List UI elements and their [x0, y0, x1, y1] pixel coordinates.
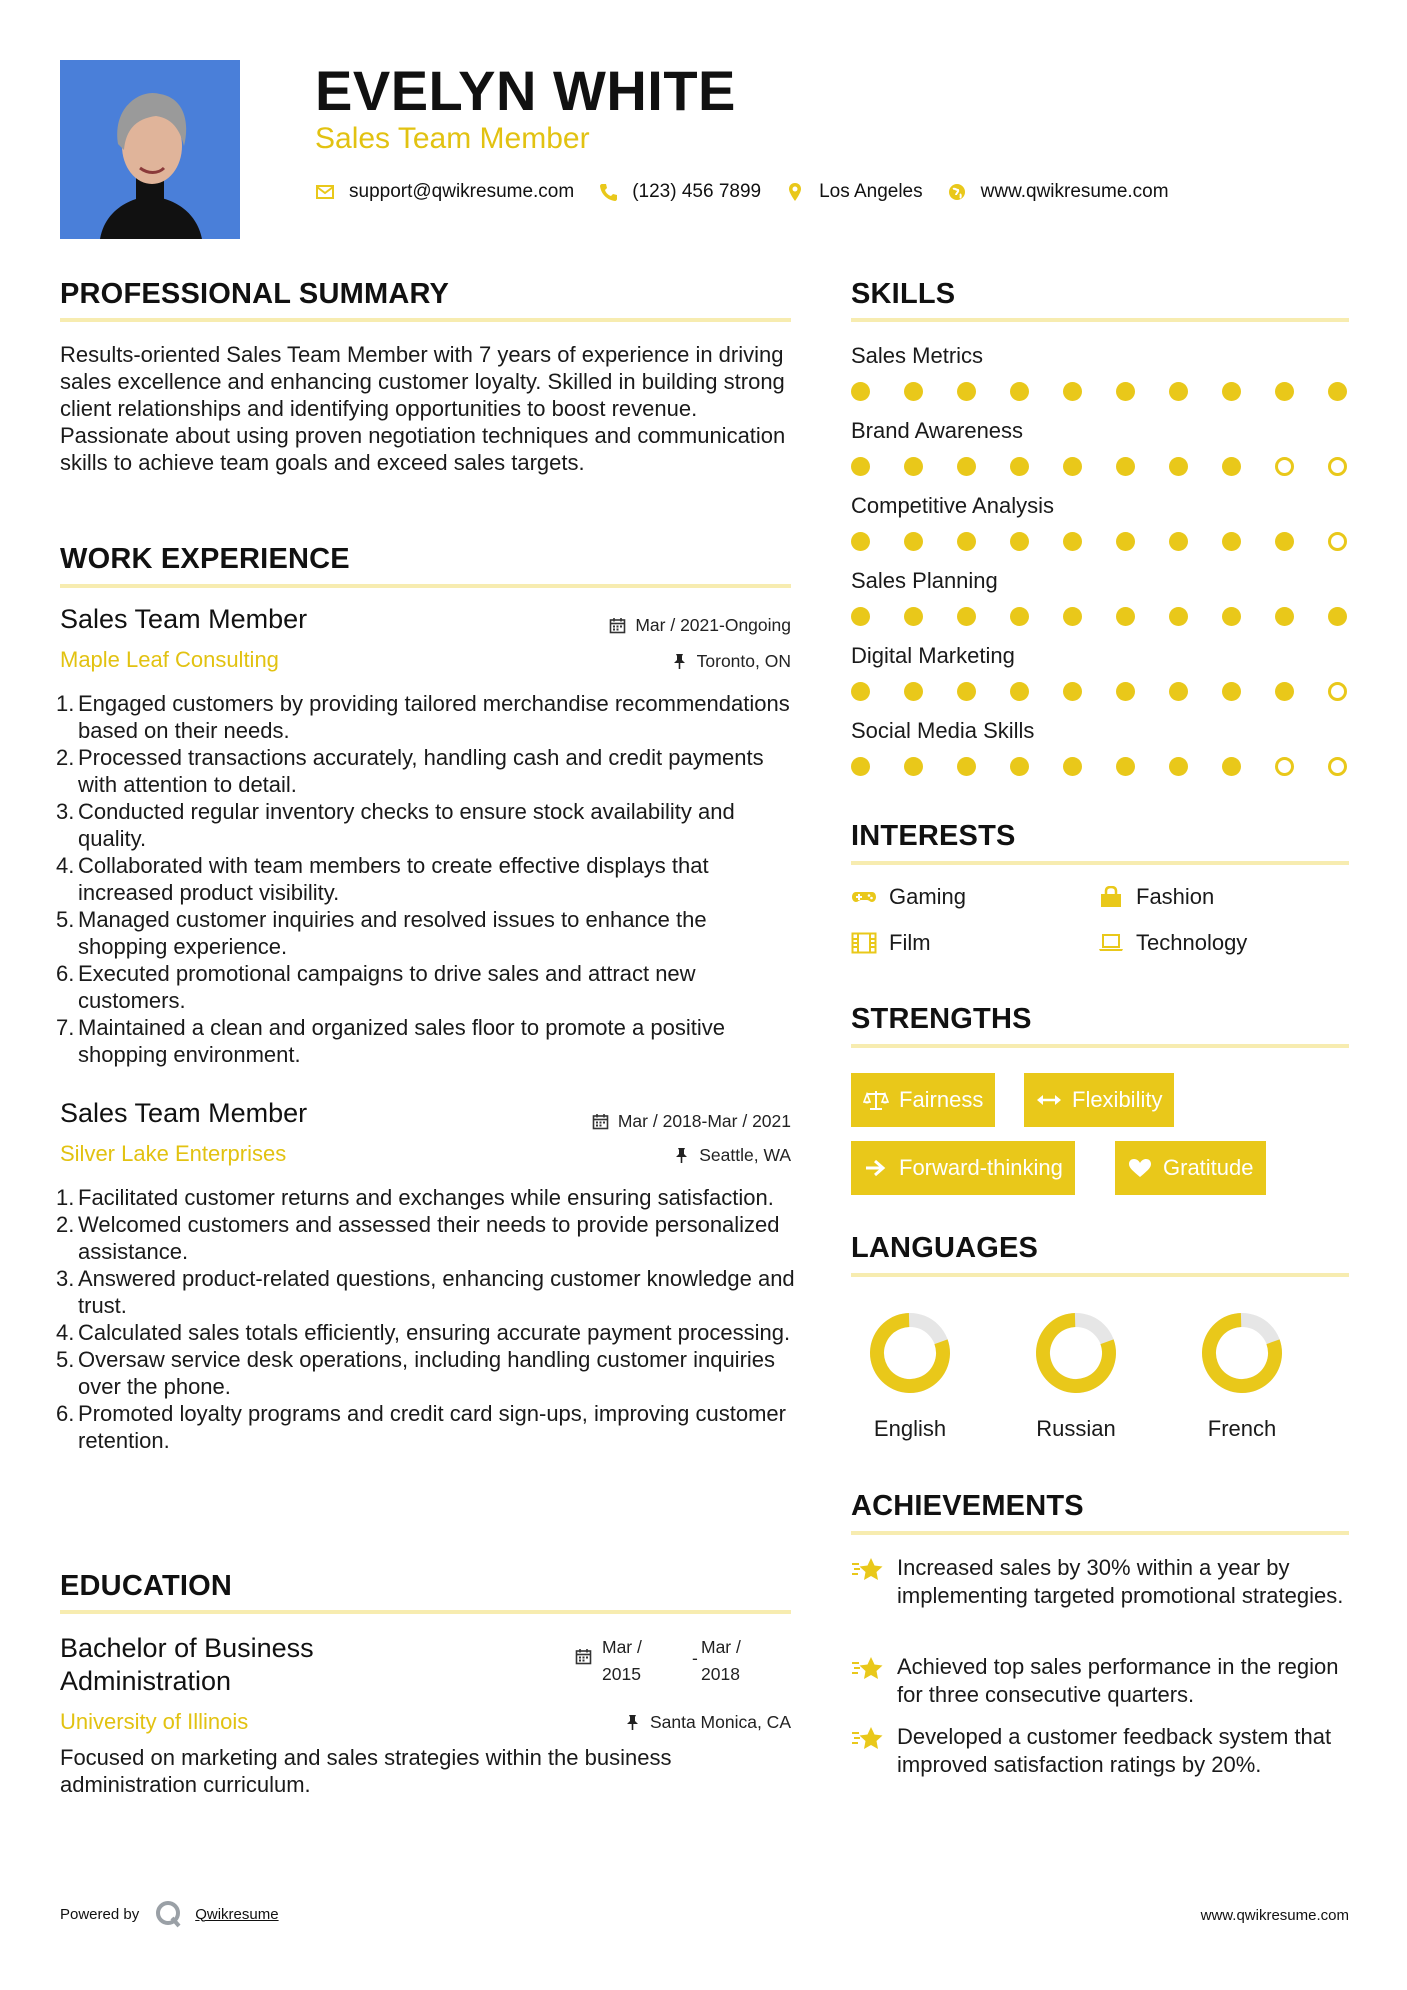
- list-item: 7. Maintained a clean and organized sales floor to promote a positive shopping environment.: [56, 1015, 725, 1067]
- contact-bar: [315, 178, 1193, 206]
- job-location: [671, 651, 791, 672]
- rating-dot-filled: [851, 682, 870, 701]
- rating-dot-filled: [1010, 682, 1029, 701]
- rating-dot-filled: [1063, 457, 1082, 476]
- strength-label: Flexibility: [1072, 1087, 1163, 1112]
- list-item: 1. Facilitated customer returns and exchanges while ensuring satisfaction.: [56, 1185, 774, 1210]
- skill-name: Brand Awareness: [851, 418, 1024, 443]
- interest-item: [851, 930, 931, 956]
- strength-label: Forward-thinking: [899, 1155, 1063, 1180]
- list-item: 4. Calculated sales totals efficiently, ensuring accurate payment processing.: [56, 1320, 791, 1345]
- heart-icon: [1127, 1157, 1153, 1179]
- rating-dot-filled: [904, 757, 923, 776]
- education-end-date: [701, 1634, 741, 1688]
- skill-rating: [851, 607, 1351, 627]
- footer-powered-by: [60, 1899, 279, 1929]
- school-name: University of Illinois: [60, 1709, 249, 1734]
- summary-text: Results-oriented Sales Team Member with 7 years of experience in driving sales excellence and enhancing customer loyalty. Skilled in building strong client relationships and identifying opportunities to boost revenue. Passionate about using proven negotiation techniques and communication skills to achieve team goals and exceed sales targets.: [60, 342, 786, 475]
- candidate-role: Sales Team Member: [315, 122, 590, 155]
- interest-label: Film: [889, 930, 931, 955]
- rating-dot-filled: [904, 382, 923, 401]
- skill-rating: [851, 757, 1351, 777]
- rating-dot-filled: [1328, 607, 1347, 626]
- list-item: 2. Processed transactions accurately, handling cash and credit payments with attention to detail.: [56, 745, 764, 797]
- rating-dot-filled: [851, 757, 870, 776]
- rating-dot-filled: [1010, 532, 1029, 551]
- achievement-text: Increased sales by 30% within a year by implementing targeted promotional strategies.: [897, 1555, 1344, 1608]
- rating-dot-filled: [1116, 532, 1135, 551]
- phone-text: (123) 456 7899: [632, 181, 762, 202]
- interest-label: Fashion: [1136, 884, 1215, 909]
- rating-dot-filled: [851, 607, 870, 626]
- star-icon: [851, 1655, 885, 1683]
- job-dates: [609, 615, 791, 636]
- job-dates-text: Mar / 2021-Ongoing: [635, 615, 791, 635]
- strength-label: Fairness: [899, 1087, 984, 1112]
- date-line: Mar /: [701, 1637, 741, 1657]
- interest-label: Technology: [1136, 930, 1248, 955]
- interest-item: [1098, 930, 1247, 956]
- list-item: 1. Engaged customers by providing tailored merchandise recommendations based on their needs.: [56, 691, 790, 743]
- achievement-item: [851, 1653, 1361, 1709]
- list-item: 6. Promoted loyalty programs and credit card sign-ups, improving customer retention.: [56, 1401, 786, 1453]
- rating-dot-filled: [851, 532, 870, 551]
- interests-heading: INTERESTS: [851, 820, 1016, 852]
- skill-rating: [851, 682, 1351, 702]
- job-title: Sales Team Member: [60, 1098, 308, 1128]
- date-line: Mar /: [602, 1637, 642, 1657]
- rating-dot-filled: [1275, 607, 1294, 626]
- profile-photo: [60, 60, 240, 239]
- skill-rating: [851, 382, 1351, 402]
- rating-dot-filled: [1010, 757, 1029, 776]
- achievements-heading: ACHIEVEMENTS: [851, 1490, 1084, 1522]
- rating-dot-filled: [1222, 682, 1241, 701]
- achievement-item: [851, 1723, 1361, 1779]
- rating-dot-filled: [851, 382, 870, 401]
- job-responsibilities: [56, 690, 795, 1068]
- strengths-divider: [851, 1044, 1349, 1048]
- language-donut: [1199, 1310, 1285, 1396]
- rating-dot-filled: [1063, 757, 1082, 776]
- rating-dot-filled: [1275, 382, 1294, 401]
- rating-dot-filled: [904, 607, 923, 626]
- degree-line: Administration: [60, 1666, 232, 1696]
- rating-dot-empty: [1328, 757, 1347, 776]
- education-start-date: [602, 1634, 642, 1688]
- globe-icon: [947, 182, 967, 202]
- skill-name: Competitive Analysis: [851, 493, 1054, 518]
- pushpin-icon: [624, 1714, 641, 1731]
- strength-label: Gratitude: [1163, 1155, 1254, 1180]
- job-dates: [592, 1111, 791, 1132]
- film-icon: [851, 932, 877, 954]
- rating-dot-filled: [904, 532, 923, 551]
- languages-heading: LANGUAGES: [851, 1232, 1039, 1264]
- star-icon: [851, 1556, 885, 1584]
- school-location-text: Santa Monica, CA: [649, 1712, 791, 1732]
- rating-dot-filled: [1222, 457, 1241, 476]
- rating-dot-filled: [957, 682, 976, 701]
- rating-dot-filled: [1116, 457, 1135, 476]
- job-dates-text: Mar / 2018-Mar / 2021: [617, 1111, 791, 1131]
- skill-name: Digital Marketing: [851, 643, 1015, 668]
- calendar-icon: [592, 1113, 609, 1130]
- job-company: Maple Leaf Consulting: [60, 647, 279, 672]
- rating-dot-empty: [1275, 457, 1294, 476]
- powered-by-text: Powered by: [60, 1905, 140, 1923]
- interest-item: [1098, 884, 1214, 910]
- language-item: [1016, 1310, 1136, 1442]
- interest-label: Gaming: [889, 884, 967, 909]
- skill-rating: [851, 532, 1351, 552]
- list-item: 6. Executed promotional campaigns to drive sales and attract new customers.: [56, 961, 696, 1013]
- rating-dot-filled: [1222, 532, 1241, 551]
- calendar-icon: [575, 1648, 594, 1667]
- list-item: 3. Answered product-related questions, enhancing customer knowledge and trust.: [56, 1266, 795, 1318]
- rating-dot-filled: [1222, 607, 1241, 626]
- rating-dot-filled: [1169, 607, 1188, 626]
- interest-item: [851, 884, 966, 910]
- job-location: [673, 1145, 791, 1166]
- rating-dot-empty: [1328, 457, 1347, 476]
- rating-dot-filled: [1275, 682, 1294, 701]
- language-item: [850, 1310, 970, 1442]
- email-text: support@qwikresume.com: [349, 181, 575, 202]
- arrow-right-icon: [863, 1157, 889, 1179]
- rating-dot-filled: [1063, 382, 1082, 401]
- skills-heading: SKILLS: [851, 278, 956, 310]
- rating-dot-filled: [1169, 457, 1188, 476]
- rating-dot-filled: [904, 682, 923, 701]
- rating-dot-filled: [904, 457, 923, 476]
- qwikresume-logo-icon: [153, 1899, 183, 1929]
- contact-phone[interactable]: [598, 181, 761, 203]
- balance-scale-icon: [863, 1089, 889, 1111]
- location-text: Los Angeles: [819, 181, 923, 202]
- interests-divider: [851, 861, 1349, 865]
- rating-dot-filled: [1116, 682, 1135, 701]
- list-item: 2. Welcomed customers and assessed their needs to provide personalized assistance.: [56, 1212, 780, 1264]
- rating-dot-filled: [1169, 757, 1188, 776]
- education-description: Focused on marketing and sales strategies within the business administration curriculum.: [60, 1745, 672, 1797]
- pushpin-icon: [671, 653, 688, 670]
- brand-link[interactable]: Qwikresume: [195, 1905, 279, 1923]
- rating-dot-filled: [1116, 757, 1135, 776]
- rating-dot-filled: [957, 757, 976, 776]
- rating-dot-filled: [1169, 682, 1188, 701]
- achievements-divider: [851, 1531, 1349, 1535]
- envelope-icon: [315, 182, 335, 202]
- job-company: Silver Lake Enterprises: [60, 1141, 287, 1166]
- rating-dot-filled: [957, 382, 976, 401]
- footer-url[interactable]: www.qwikresume.com: [1200, 1907, 1349, 1924]
- date-line: 2018: [701, 1664, 740, 1684]
- experience-heading: WORK EXPERIENCE: [60, 543, 350, 575]
- skills-divider: [851, 318, 1349, 322]
- laptop-icon: [1098, 932, 1124, 954]
- rating-dot-filled: [1116, 607, 1135, 626]
- rating-dot-filled: [1010, 457, 1029, 476]
- rating-dot-empty: [1328, 682, 1347, 701]
- school-location: [624, 1712, 791, 1733]
- date-line: 2015: [602, 1664, 641, 1684]
- strength-tag: [851, 1073, 995, 1127]
- rating-dot-filled: [957, 457, 976, 476]
- skill-rating: [851, 457, 1351, 477]
- strength-tag: [851, 1141, 1075, 1195]
- rating-dot-filled: [1010, 382, 1029, 401]
- contact-email[interactable]: [315, 181, 574, 203]
- rating-dot-empty: [1328, 532, 1347, 551]
- contact-location: [785, 181, 923, 203]
- strength-tag: [1024, 1073, 1174, 1127]
- language-donut: [1033, 1310, 1119, 1396]
- rating-dot-filled: [1063, 607, 1082, 626]
- experience-divider: [60, 584, 791, 588]
- summary-heading: PROFESSIONAL SUMMARY: [60, 278, 450, 310]
- rating-dot-filled: [1010, 607, 1029, 626]
- skill-name: Sales Planning: [851, 568, 998, 593]
- map-pin-icon: [785, 182, 805, 202]
- rating-dot-filled: [1222, 757, 1241, 776]
- arrows-horizontal-icon: [1036, 1089, 1062, 1111]
- phone-icon: [598, 182, 618, 202]
- rating-dot-filled: [1169, 532, 1188, 551]
- skill-name: Social Media Skills: [851, 718, 1035, 743]
- job-location-text: Seattle, WA: [699, 1145, 791, 1165]
- job-title: Sales Team Member: [60, 604, 308, 634]
- language-name: English: [873, 1416, 947, 1441]
- education-heading: EDUCATION: [60, 1570, 233, 1602]
- strengths-heading: STRENGTHS: [851, 1003, 1032, 1035]
- calendar-icon: [609, 617, 626, 634]
- job-location-text: Toronto, ON: [696, 651, 791, 671]
- degree-line: Bachelor of Business: [60, 1633, 314, 1663]
- strength-tag: [1115, 1141, 1266, 1195]
- rating-dot-filled: [1169, 382, 1188, 401]
- degree-title: [60, 1632, 314, 1698]
- achievement-text: Achieved top sales performance in the region for three consecutive quarters.: [897, 1654, 1339, 1707]
- gamepad-icon: [851, 886, 877, 908]
- education-divider: [60, 1610, 791, 1614]
- skill-name: Sales Metrics: [851, 343, 984, 368]
- rating-dot-filled: [1063, 532, 1082, 551]
- date-separator: -: [692, 1648, 698, 1668]
- languages-divider: [851, 1273, 1349, 1277]
- achievement-text: Developed a customer feedback system that improved satisfaction ratings by 20%.: [897, 1724, 1332, 1777]
- language-item: [1182, 1310, 1302, 1442]
- achievement-item: [851, 1554, 1361, 1610]
- contact-website[interactable]: [947, 181, 1169, 203]
- language-donut: [867, 1310, 953, 1396]
- rating-dot-filled: [957, 607, 976, 626]
- rating-dot-filled: [1328, 382, 1347, 401]
- language-name: French: [1207, 1416, 1277, 1441]
- pushpin-icon: [673, 1147, 690, 1164]
- job-responsibilities: [56, 1184, 795, 1454]
- star-icon: [851, 1725, 885, 1753]
- rating-dot-filled: [1222, 382, 1241, 401]
- list-item: 5. Oversaw service desk operations, including handling customer inquiries over the phone.: [56, 1347, 776, 1399]
- rating-dot-filled: [957, 532, 976, 551]
- rating-dot-empty: [1275, 757, 1294, 776]
- language-name: Russian: [1036, 1416, 1116, 1441]
- summary-divider: [60, 318, 791, 322]
- shopping-bag-icon: [1098, 886, 1124, 908]
- candidate-name: EVELYN WHITE: [315, 59, 736, 122]
- list-item: 4. Collaborated with team members to create effective displays that increased product visibility.: [56, 853, 709, 905]
- rating-dot-filled: [1275, 532, 1294, 551]
- website-text: www.qwikresume.com: [980, 181, 1169, 202]
- list-item: 5. Managed customer inquiries and resolved issues to enhance the shopping experience.: [56, 907, 707, 959]
- rating-dot-filled: [851, 457, 870, 476]
- rating-dot-filled: [1063, 682, 1082, 701]
- rating-dot-filled: [1116, 382, 1135, 401]
- list-item: 3. Conducted regular inventory checks to ensure stock availability and quality.: [56, 799, 735, 851]
